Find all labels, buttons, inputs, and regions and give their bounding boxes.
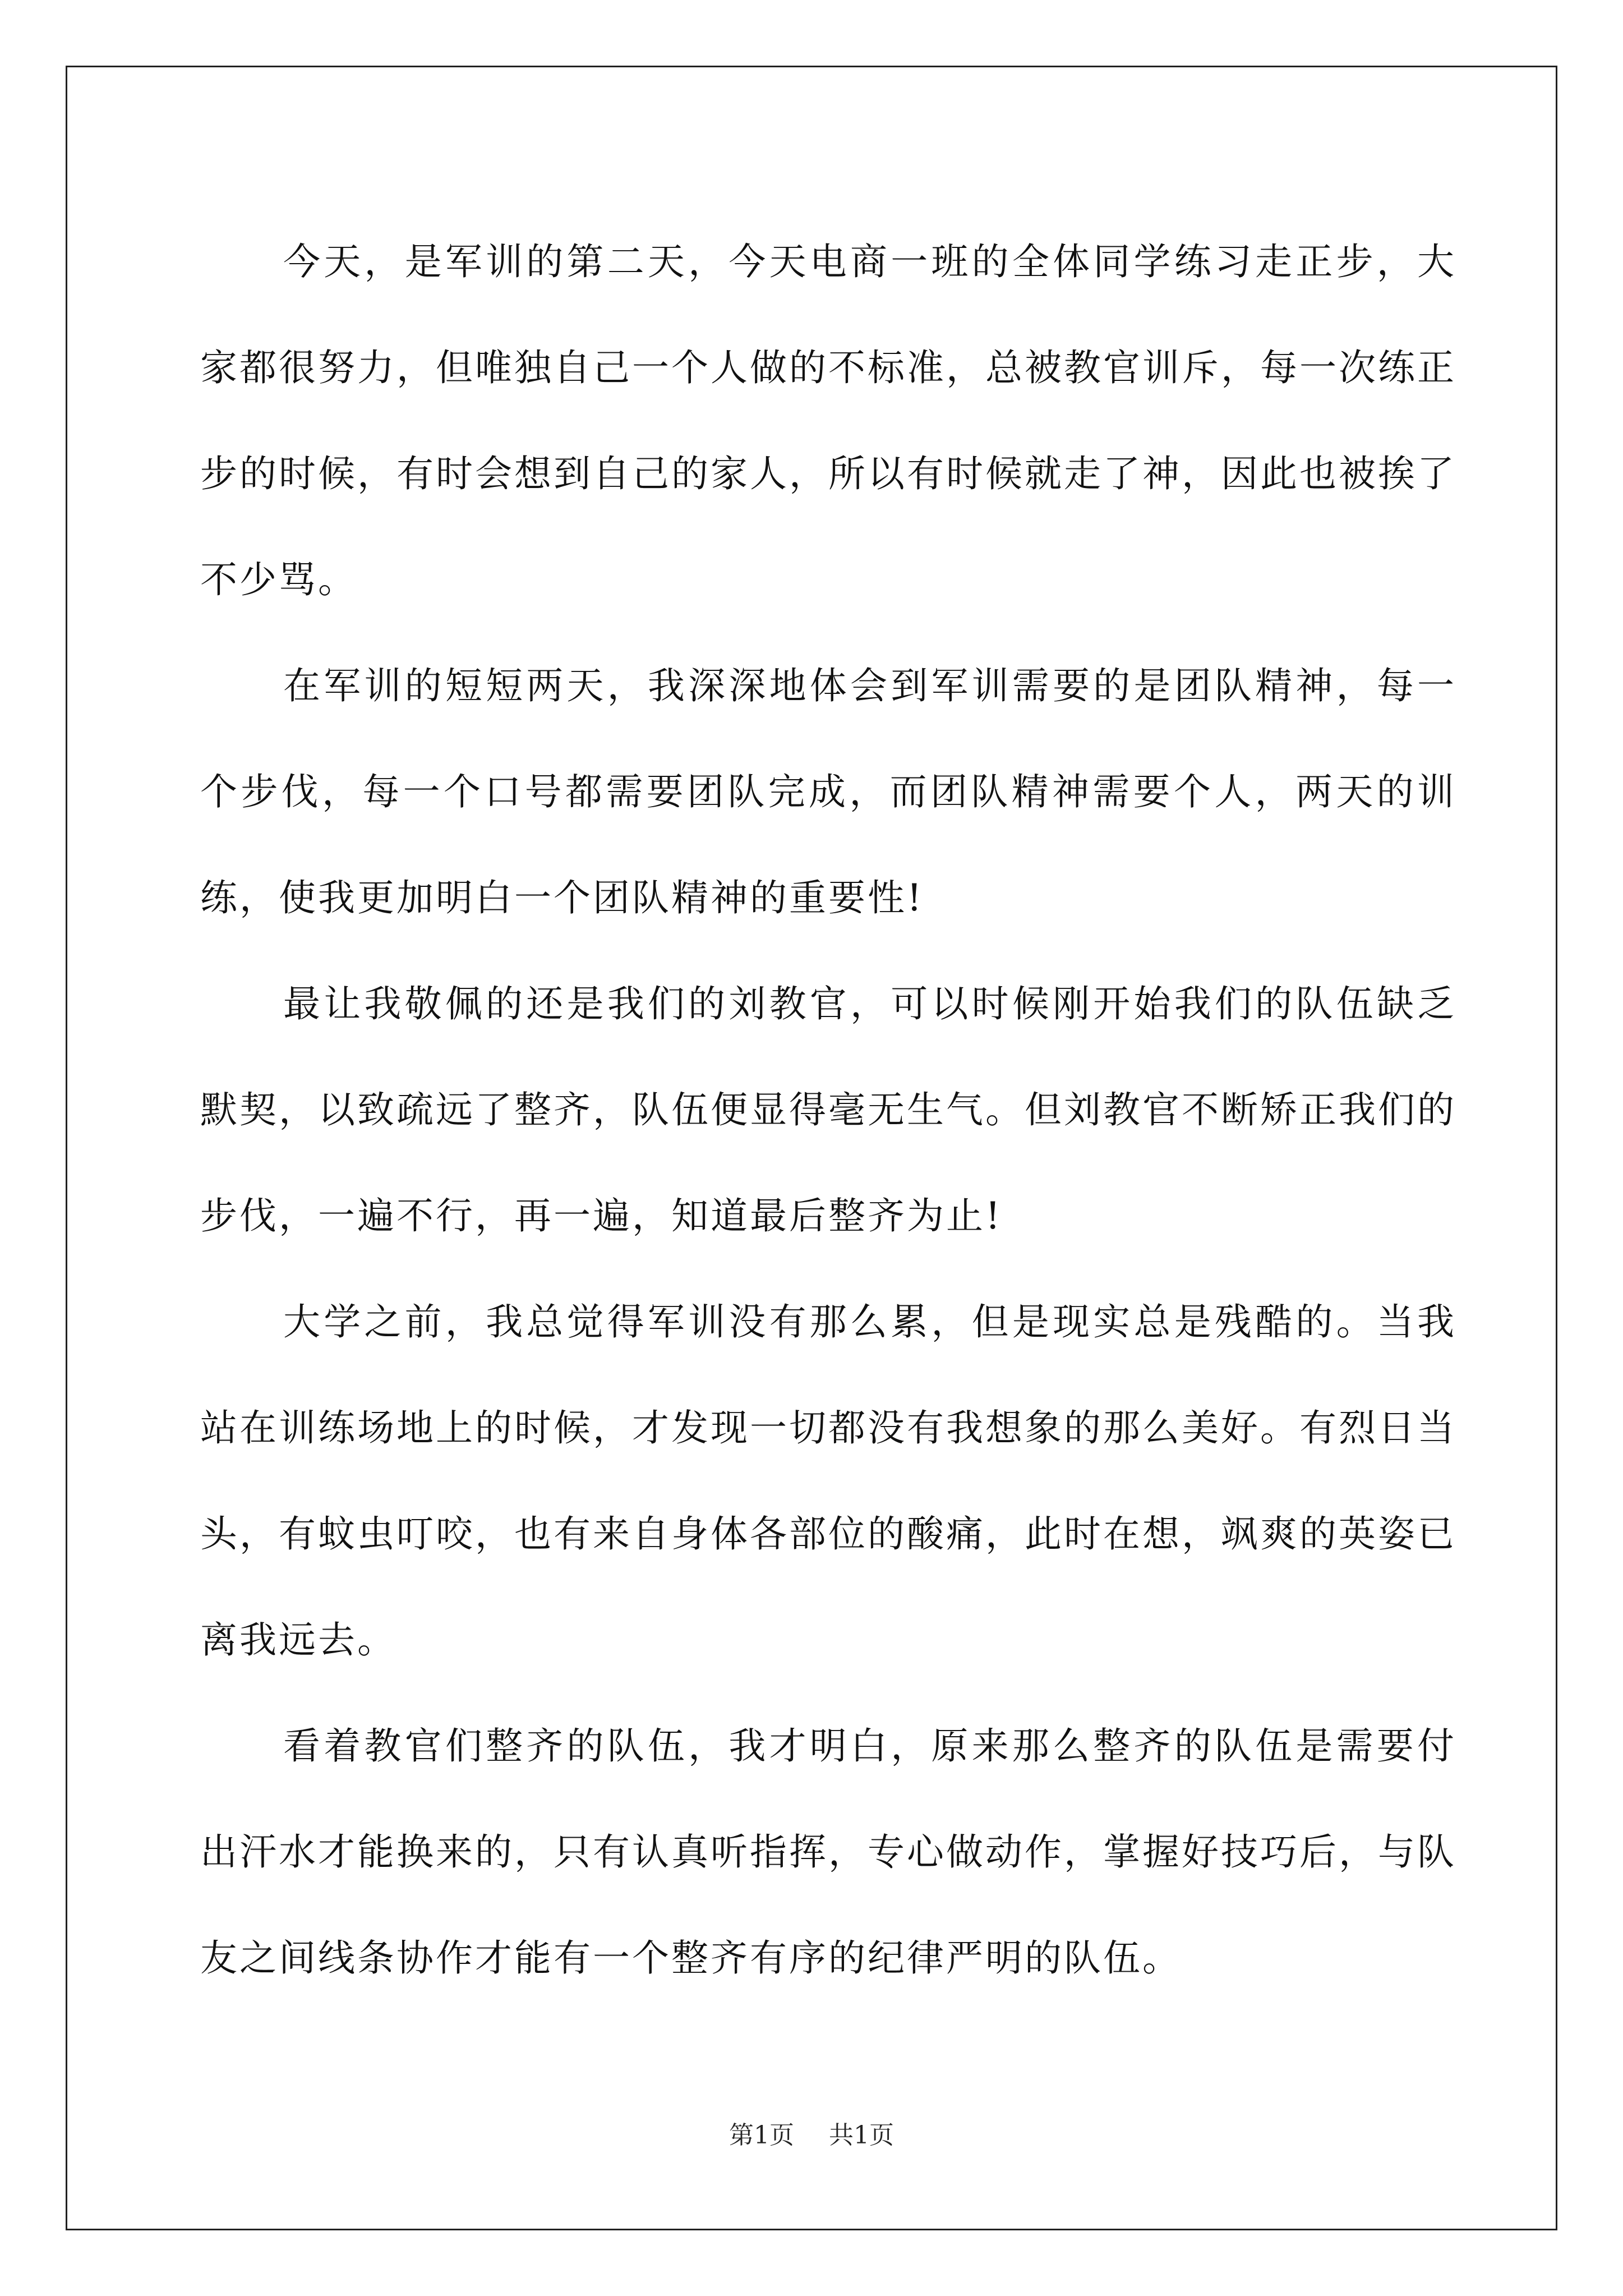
page-count: 共1页 xyxy=(829,2121,894,2150)
document-body xyxy=(200,209,1456,2011)
page-number: 第1页 xyxy=(729,2121,794,2150)
paragraph: 看着教官们整齐的队伍，我才明白，原来那么整齐的队伍是需要付出汗水才能换来的，只有认真听指挥，专心做动作，掌握好技巧后，与队友之间线条协作才能有一个整齐有序的纪律严明的队伍。 xyxy=(200,1724,1456,1980)
paragraph: 今天，是军训的第二天，今天电商一班的全体同学练习走正步，大家都很努力，但唯独自己一个人做的不标准，总被教官训斥，每一次练正步的时候，有时会想到自己的家人，所以有时候就走了神，因此也被挨了不少骂。 xyxy=(200,240,1456,601)
paragraph: 在军训的短短两天，我深深地体会到军训需要的是团队精神，每一个步伐，每一个口号都需要团队完成，而团队精神需要个人，两天的训练，使我更加明白一个团队精神的重要性! xyxy=(200,664,1456,919)
page-footer xyxy=(0,2119,1623,2152)
paragraph: 最让我敬佩的还是我们的刘教官，可以时候刚开始我们的队伍缺乏默契，以致疏远了整齐，队伍便显得毫无生气。但刘教官不断矫正我们的步伐，一遍不行，再一遍，知道最后整齐为止! xyxy=(200,982,1456,1237)
paragraph: 大学之前，我总觉得军训没有那么累，但是现实总是残酷的。当我站在训练场地上的时候，才发现一切都没有我想象的那么美好。有烈日当头，有蚊虫叮咬，也有来自身体各部位的酸痛，此时在想，飒爽的英姿已离我远去。 xyxy=(200,1300,1456,1662)
